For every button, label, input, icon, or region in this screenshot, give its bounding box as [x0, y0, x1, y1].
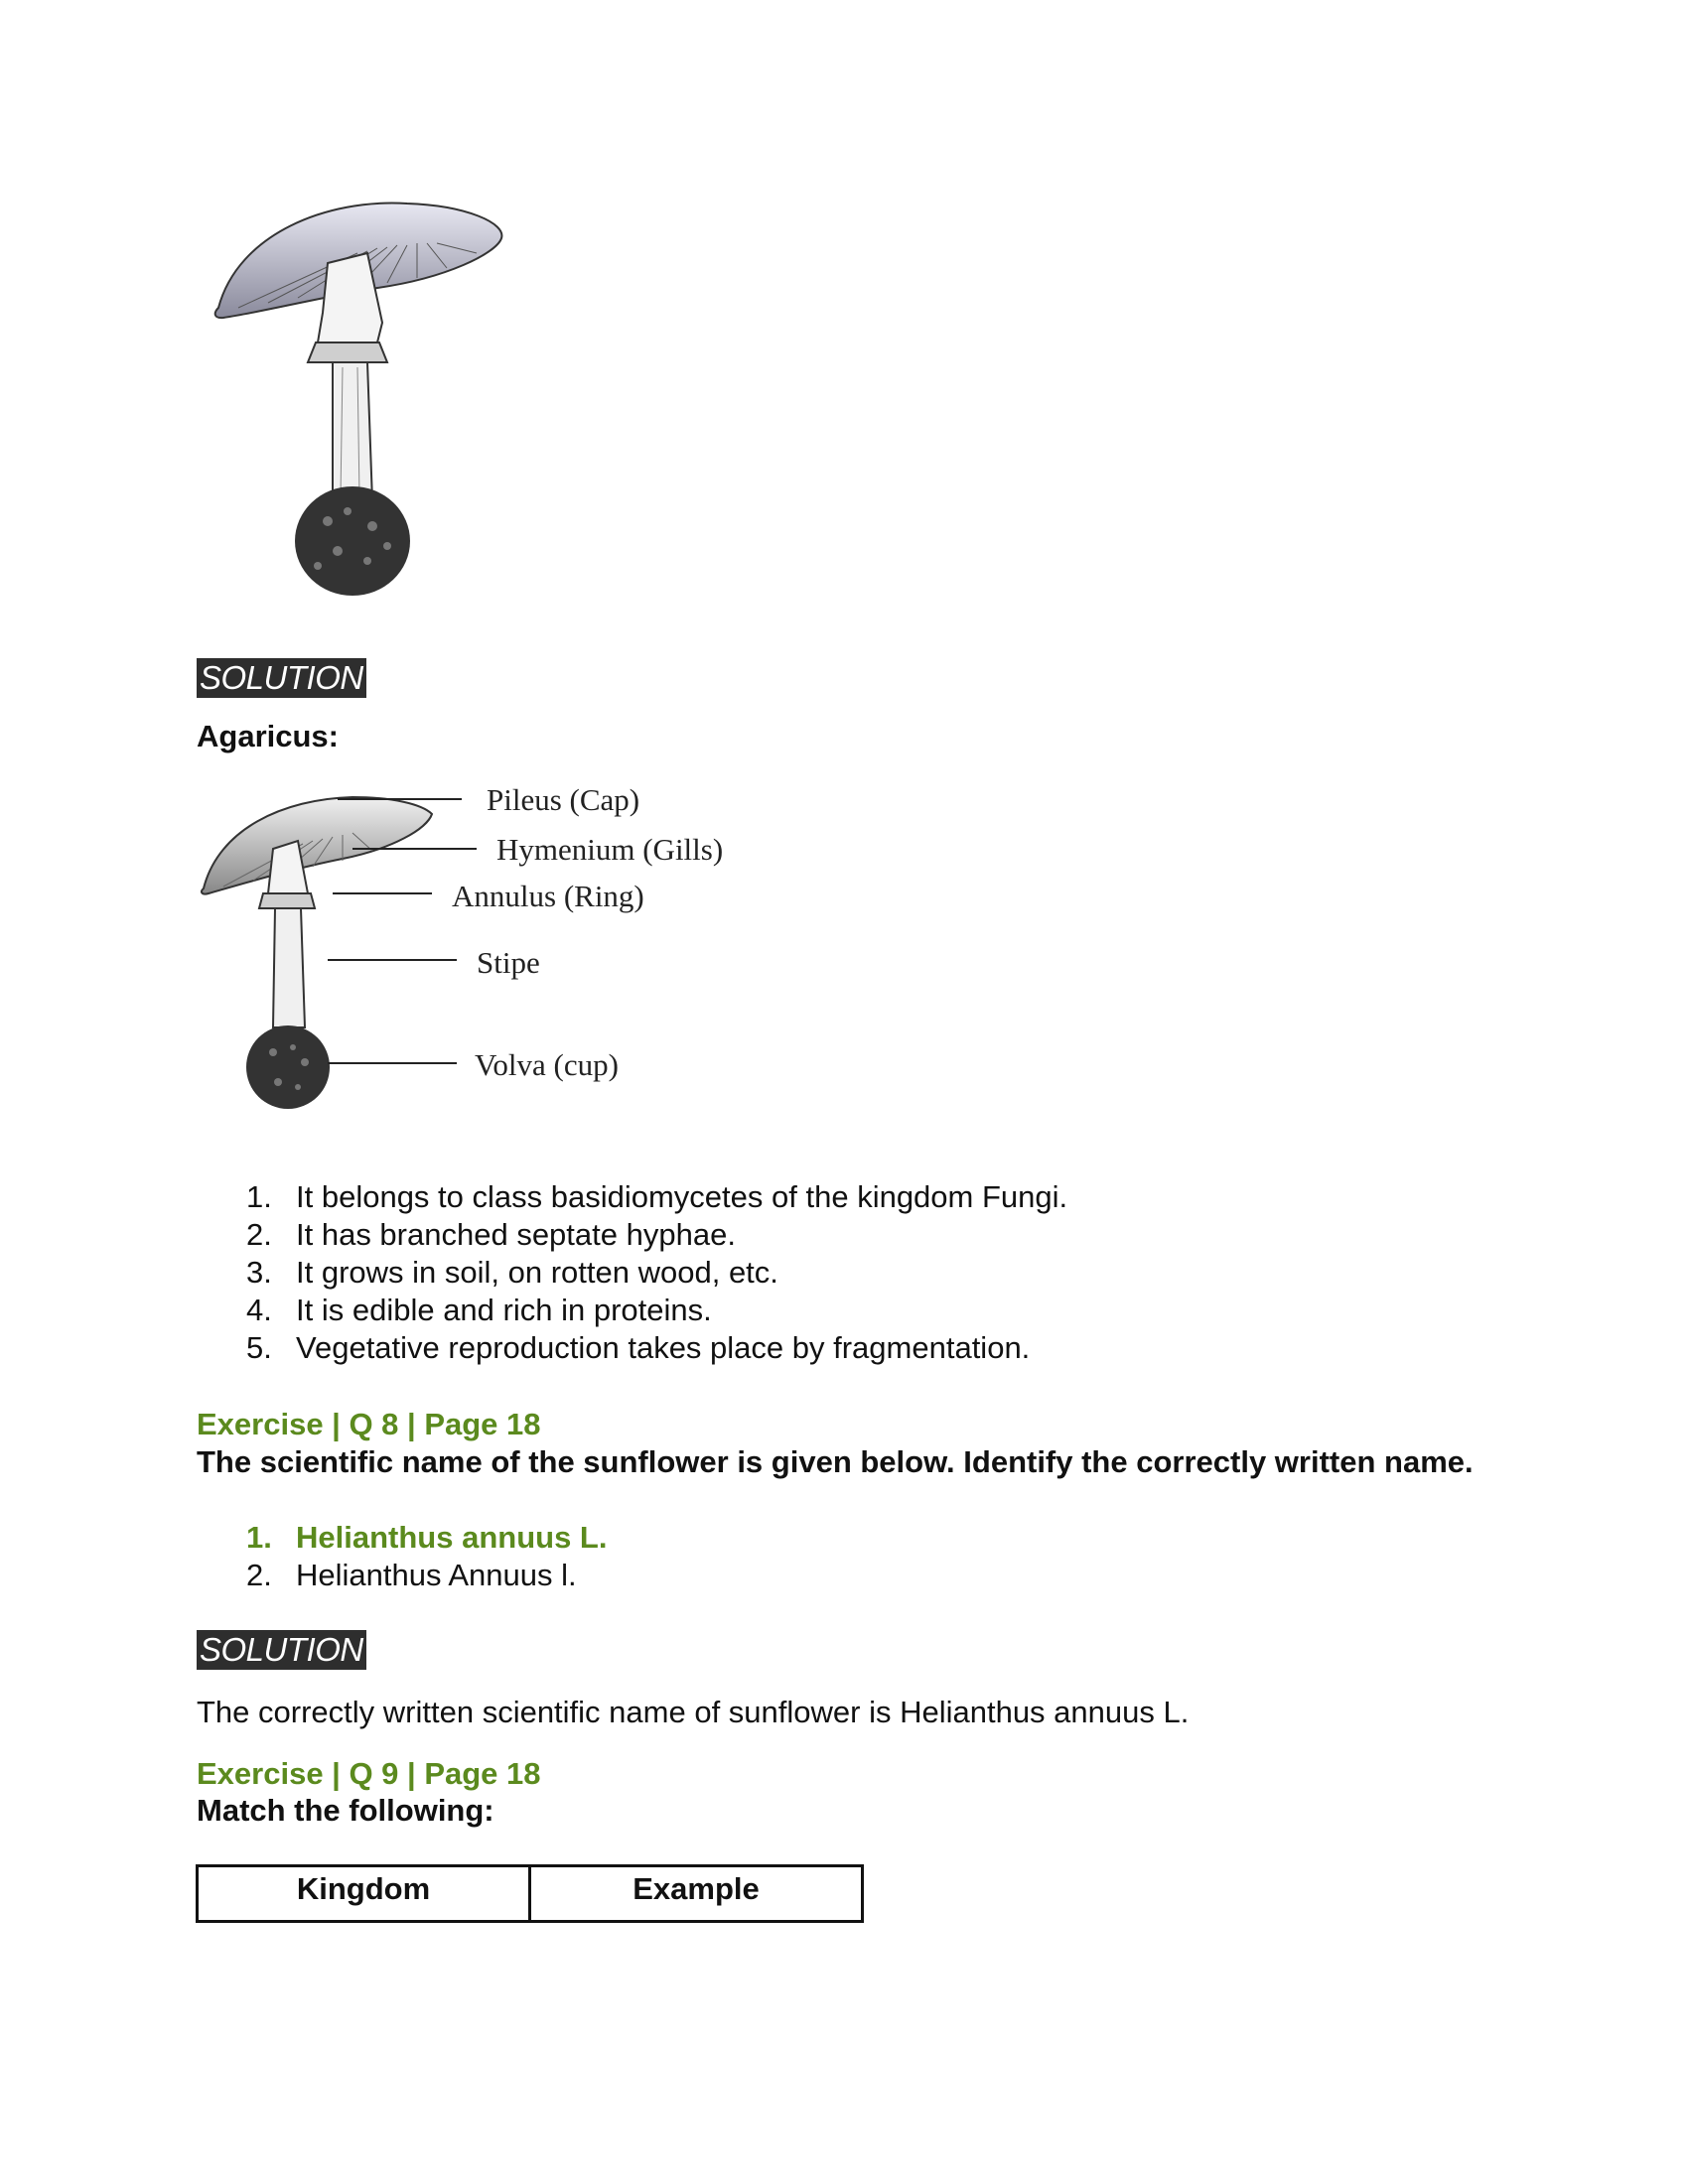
label-volva: Volva (cup)	[475, 1047, 619, 1082]
q9-header: Exercise | Q 9 | Page 18	[197, 1756, 541, 1791]
list-item: 4. It is edible and rich in proteins.	[246, 1293, 712, 1327]
q8-option-correct: 1. Helianthus annuus L.	[246, 1520, 608, 1555]
question-mushroom-figure	[199, 194, 526, 611]
table-header-row	[198, 1866, 863, 1922]
list-item: 1. It belongs to class basidiomycetes of the kingdom Fungi.	[246, 1179, 1068, 1214]
list-item: 5. Vegetative reproduction takes place by fragmentation.	[246, 1330, 1031, 1365]
q9-question: Match the following:	[197, 1793, 494, 1828]
q8-solution-text: The correctly written scientific name of sunflower is Helianthus annuus L.	[197, 1695, 1190, 1729]
label-stipe: Stipe	[477, 945, 540, 980]
label-pileus: Pileus (Cap)	[487, 782, 640, 817]
mushroom-drawing	[199, 194, 526, 611]
table-header-example: Example	[530, 1866, 863, 1922]
q8-options-list	[197, 1519, 1190, 1594]
label-hymenium: Hymenium (Gills)	[496, 832, 724, 867]
agaricus-drawing	[194, 769, 750, 1147]
match-table	[196, 1864, 864, 1923]
label-annulus: Annulus (Ring)	[452, 879, 644, 913]
agaricus-points-list	[197, 1178, 1487, 1367]
list-item: 3. It grows in soil, on rotten wood, etc.	[246, 1255, 778, 1290]
q8-option: 2. Helianthus Annuus l.	[246, 1558, 577, 1592]
table-header-kingdom: Kingdom	[198, 1866, 530, 1922]
agaricus-labelled-figure	[194, 769, 750, 1147]
solution-badge: SOLUTION	[197, 658, 366, 698]
q8-question: The scientific name of the sunflower is given below. Identify the correctly written name.	[197, 1444, 1474, 1479]
solution-badge: SOLUTION	[197, 1630, 366, 1670]
agaricus-heading: Agaricus:	[197, 719, 339, 753]
q8-header: Exercise | Q 8 | Page 18	[197, 1407, 541, 1441]
list-item: 2. It has branched septate hyphae.	[246, 1217, 736, 1252]
